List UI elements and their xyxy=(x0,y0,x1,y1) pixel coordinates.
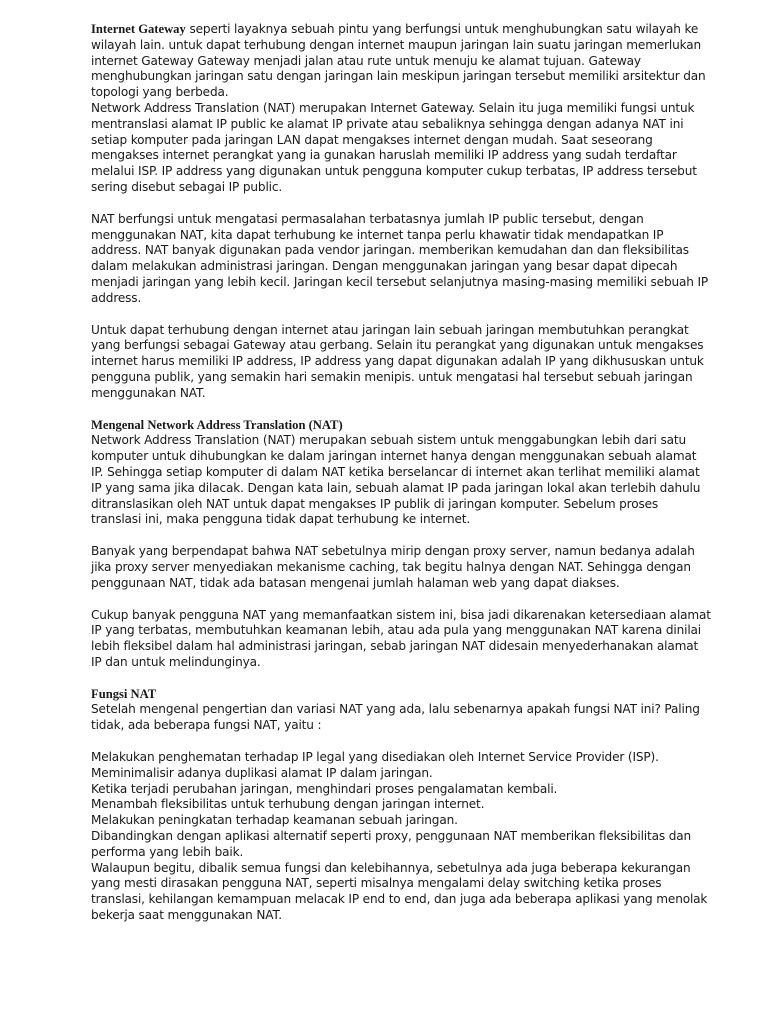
nat-proxy-paragraph: Banyak yang berpendapat bahwa NAT sebetulnya mirip dengan proxy server, namun bedanya adalah jika proxy server menyediakan mekanisme caching, tak begitu halnya dengan NAT. Sehingga dengan penggunaan NAT, tidak ada batasan mengenai jumlah halaman web yang dapat diakses. xyxy=(91,544,695,590)
list-item: Ketika terjadi perubahan jaringan, menghindari proses pengalamatan kembali. xyxy=(91,781,558,796)
section-heading-fungsi-nat: Fungsi NAT xyxy=(91,686,157,701)
nat-gateway-paragraph: Network Address Translation (NAT) merupakan Internet Gateway. Selain itu juga memiliki fungsi untuk mentranslasi alamat IP public ke alamat IP private atau sebaliknya sehingga dengan adanya NAT ini setiap komputer pada jaringan LAN dapat mengakses internet dengan mudah. Saat seseorang mengakses internet perangkat yang ia gunakan haruslah memiliki IP address yang sudah terdaftar melalui ISP. IP address yang digunakan untuk pengguna komputer cukup terbatas, IP address tersebut sering disebut sebagai IP public. xyxy=(91,100,697,194)
document-page xyxy=(91,22,711,924)
intro-text: seperti layaknya sebuah pintu yang berfungsi untuk menghubungkan satu wilayah ke wilayah lain. untuk dapat terhubung dengan internet maupun jaringan lain suatu jaringan memerlukan internet Gateway Gateway menjadi jalan atau rute untuk menuju ke alamat tujuan. Gateway menghubungkan jaringan satu dengan jaringan lain meskipun jaringan tersebut memiliki arsitektur dan topologi yang berbeda. xyxy=(91,22,706,100)
list-item: Walaupun begitu, dibalik semua fungsi dan kelebihannya, sebetulnya ada juga beberapa kekurangan yang mesti dirasakan pengguna NAT, seperti misalnya mengalami delay switching ketika proses translasi, kehilangan kemampuan melacak IP end to end, dan juga ada beberapa aplikasi yang menolak bekerja saat menggunakan NAT. xyxy=(91,860,708,923)
internet-gateway-heading: Internet Gateway xyxy=(91,22,186,36)
nat-function-paragraph: NAT berfungsi untuk mengatasi permasalahan terbatasnya jumlah IP public tersebut, dengan menggunakan NAT, kita dapat terhubung ke internet tanpa perlu khawatir tidak mendapatkan IP address. NAT banyak digunakan pada vendor jaringan. memberikan kemudahan dan dan fleksibilitas dalam melakukan administrasi jaringan. Dengan menggunakan jaringan yang besar dapat dipecah menjadi jaringan yang lebih kecil. Jaringan kecil tersebut selanjutnya masing-masing memiliki sebuah IP address. xyxy=(91,211,709,305)
fungsi-list xyxy=(91,750,711,924)
gateway-device-paragraph: Untuk dapat terhubung dengan internet atau jaringan lain sebuah jaringan membutuhkan perangkat yang berfungsi sebagai Gateway atau gerbang. Selain itu perangkat yang digunakan untuk mengakses internet harus memiliki IP address, IP address yang dapat digunakan adalah IP yang dikhususkan untuk pengguna publik, yang semakin hari semakin menipis. untuk mengatasi hal tersebut sebuah jaringan menggunakan NAT. xyxy=(91,322,704,400)
list-item: Melakukan penghematan terhadap IP legal yang disediakan oleh Internet Service Provider (ISP). xyxy=(91,750,659,765)
list-item: Meminimalisir adanya duplikasi alamat IP dalam jaringan. xyxy=(91,765,433,780)
list-item: Melakukan peningkatan terhadap keamanan sebuah jaringan. xyxy=(91,813,458,828)
intro-paragraph xyxy=(91,22,711,101)
section-heading-mengenal-nat: Mengenal Network Address Translation (NAT) xyxy=(91,417,343,432)
nat-users-paragraph: Cukup banyak pengguna NAT yang memanfaatkan sistem ini, bisa jadi dikarenakan ketersediaan alamat IP yang terbatas, membutuhkan keamanan lebih, atau ada pula yang menggunakan NAT karena dinilai lebih fleksibel dalam hal administrasi jaringan, sebab jaringan NAT didesain menyederhanakan alamat IP dan untuk melindunginya. xyxy=(91,607,711,669)
nat-definition-paragraph: Network Address Translation (NAT) merupakan sebuah sistem untuk menggabungkan lebih dari satu komputer untuk dihubungkan ke dalam jaringan internet hanya dengan menggunakan sebuah alamat IP. Sehingga setiap komputer di dalam NAT ketika berselancar di internet akan terlihat memiliki alamat IP yang sama jika dilacak. Dengan kata lain, sebuah alamat IP pada jaringan lokal akan terlebih dahulu ditranslasikan oleh NAT untuk dapat mengakses IP publik di jaringan komputer. Sebelum proses translasi ini, maka pengguna tidak dapat terhubung ke internet. xyxy=(91,433,701,527)
fungsi-intro-paragraph: Setelah mengenal pengertian dan variasi NAT yang ada, lalu sebenarnya apakah fungsi NAT ini? Paling tidak, ada beberapa fungsi NAT, yaitu : xyxy=(91,702,700,733)
list-item: Menambah fleksibilitas untuk terhubung dengan jaringan internet. xyxy=(91,797,485,812)
list-item: Dibandingkan dengan aplikasi alternatif seperti proxy, penggunaan NAT memberikan fleksibilitas dan performa yang lebih baik. xyxy=(91,829,691,859)
